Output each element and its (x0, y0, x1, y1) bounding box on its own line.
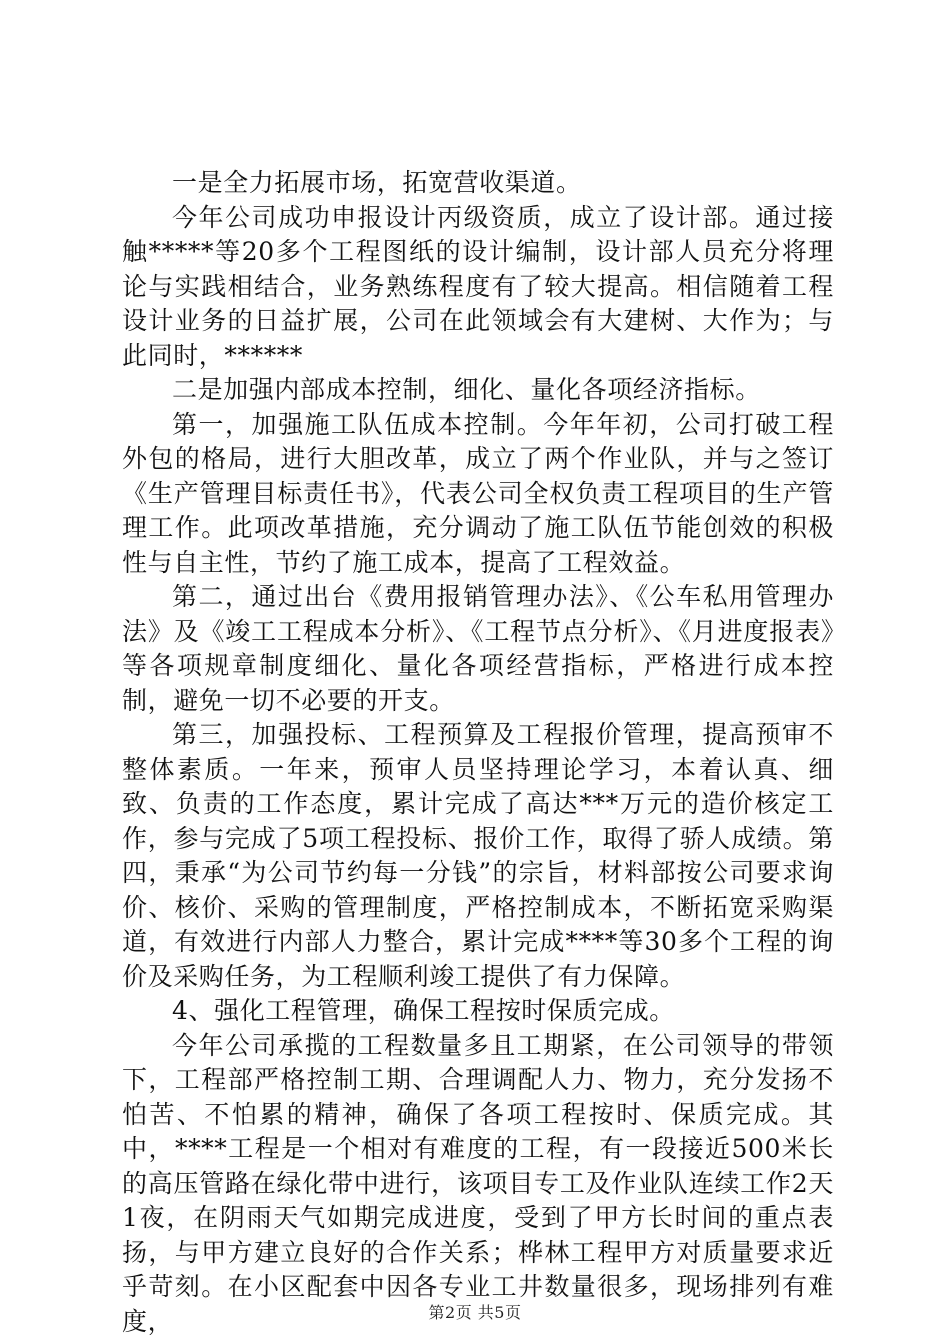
paragraph-second-point: 第二，通过出台《费用报销管理办法》、《公车私用管理办法》及《竣工工程成本分析》、《工程节点分析》、《月进度报表》等各项规章制度细化、量化各项经营指标，严格进行成本控制，避免一切不必要的开支。 (122, 582, 834, 715)
page-footer: 第2页 共5页 (428, 1303, 522, 1322)
document-body (122, 166, 834, 1339)
paragraph-heading-1: 一是全力拓展市场，拓宽营收渠道。 (172, 168, 582, 197)
paragraph-heading-2: 二是加强内部成本控制，细化、量化各项经济指标。 (172, 375, 761, 404)
paragraph-design-department: 今年公司成功申报设计丙级资质，成立了设计部。通过接触*****等20多个工程图纸的设计编制，设计部人员充分将理论与实践相结合，业务熟练程度有了较大提高。相信随着工程设计业务的日益扩展，公司在此领域会有大建树、大作为；与此同时，****** (122, 202, 834, 370)
paragraph-first-point: 第一，加强施工队伍成本控制。今年年初，公司打破工程外包的格局，进行大胆改革，成立了两个作业队，并与之签订《生产管理目标责任书》，代表公司全权负责工程项目的生产管理工作。此项改革措施，充分调动了施工队伍节能创效的积极性与自主性，节约了施工成本，提高了工程效益。 (122, 409, 834, 577)
paragraph-heading-4: 4、强化工程管理，确保工程按时保质完成。 (172, 996, 675, 1025)
paragraph-third-fourth-point: 第三，加强投标、工程预算及工程报价管理，提高预审不整体素质。一年来，预审人员坚持理论学习，本着认真、细致、负责的工作态度，累计完成了高达***万元的造价核定工作，参与完成了5项工程投标、报价工作，取得了骄人成绩。第四，秉承“为公司节约每一分钱”的宗旨，材料部按公司要求询价、核价、采购的管理制度，严格控制成本，不断拓宽采购渠道，有效进行内部人力整合，累计完成****等30多个工程的询价及采购任务，为工程顺利竣工提供了有力保障。 (122, 720, 834, 991)
paragraph-engineering-management: 今年公司承揽的工程数量多且工期紧，在公司领导的带领下，工程部严格控制工期、合理调配人力、物力，充分发扬不怕苦、不怕累的精神，确保了各项工程按时、保质完成。其中，****工程是一个相对有难度的工程，有一段接近500米长的高压管路在绿化带中进行，该项目专工及作业队连续工作2天1夜，在阴雨天气如期完成进度，受到了甲方长时间的重点表扬，与甲方建立良好的合作关系；桦林工程甲方对质量要求近乎苛刻。在小区配套中因各专业工井数量很多，现场排列有难度， (122, 1030, 834, 1336)
